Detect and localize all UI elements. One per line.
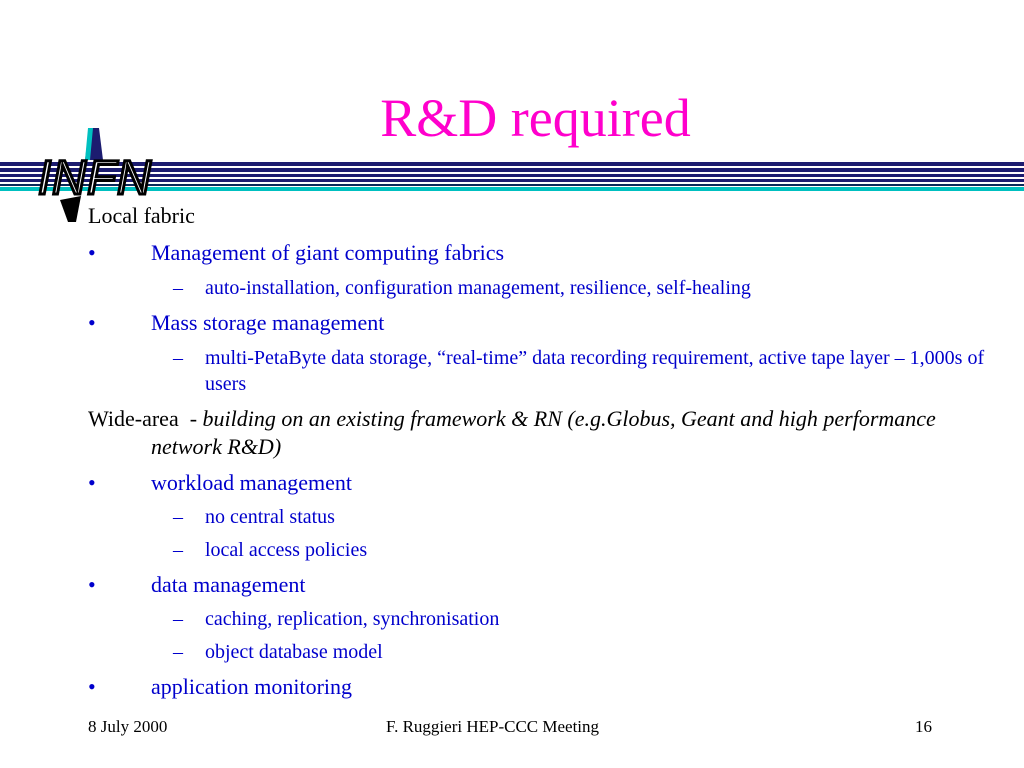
footer-meeting: F. Ruggieri HEP-CCC Meeting — [386, 717, 600, 736]
sub-text: local access policies — [205, 539, 368, 561]
wide-area-label: Wide-area — [88, 406, 179, 431]
bullet-item — [88, 673, 1008, 701]
sub-item — [88, 345, 1008, 397]
bullet-item — [88, 469, 1008, 497]
sub-item — [88, 504, 1008, 530]
bullet-item — [88, 309, 1008, 337]
bullet-text: data management — [151, 572, 306, 597]
sub-text: object database model — [205, 641, 383, 663]
bullet-item — [88, 239, 1008, 267]
sub-item — [88, 275, 1008, 301]
sub-text: auto-installation, configuration management, resilience, self-healing — [205, 277, 751, 299]
sub-text: caching, replication, synchronisation — [205, 608, 500, 630]
sub-item — [88, 639, 1008, 665]
bullet-item — [88, 571, 1008, 599]
bullet-text: application monitoring — [151, 674, 353, 699]
bullet-text: workload management — [151, 470, 352, 495]
slide-body — [88, 202, 1008, 701]
dash-glyph: – — [173, 506, 183, 528]
dash-glyph: – — [173, 277, 183, 299]
bullet-glyph: • — [88, 674, 96, 699]
footer-page-number: 16 — [915, 717, 932, 736]
wide-area-desc: building on an existing framework & RN (e.g.Globus, Geant and high performance network R&D) — [151, 406, 936, 459]
bullet-glyph: • — [88, 310, 96, 335]
wide-area-sep: - — [189, 406, 198, 431]
sub-text: no central status — [205, 506, 335, 528]
dash-glyph: – — [173, 641, 183, 663]
bullet-text: Mass storage management — [151, 310, 385, 335]
sub-item — [88, 606, 1008, 632]
sub-text: multi-PetaByte data storage, “real-time” data recording requirement, active tape layer – 1,000s of users — [205, 347, 985, 395]
logo-text: INFN — [38, 152, 152, 205]
bullet-text: Management of giant computing fabrics — [151, 240, 505, 265]
bullet-glyph: • — [88, 572, 96, 597]
footer-date: 8 July 2000 — [88, 717, 168, 736]
slide-title: R&D required — [380, 88, 691, 148]
section-wide-area — [88, 405, 1008, 461]
sub-item — [88, 537, 1008, 563]
dash-glyph: – — [173, 539, 183, 561]
bullet-glyph: • — [88, 470, 96, 495]
section-local-fabric: Local fabric — [88, 203, 195, 228]
dash-glyph: – — [173, 608, 183, 630]
dash-glyph: – — [173, 347, 183, 369]
bullet-glyph: • — [88, 240, 96, 265]
